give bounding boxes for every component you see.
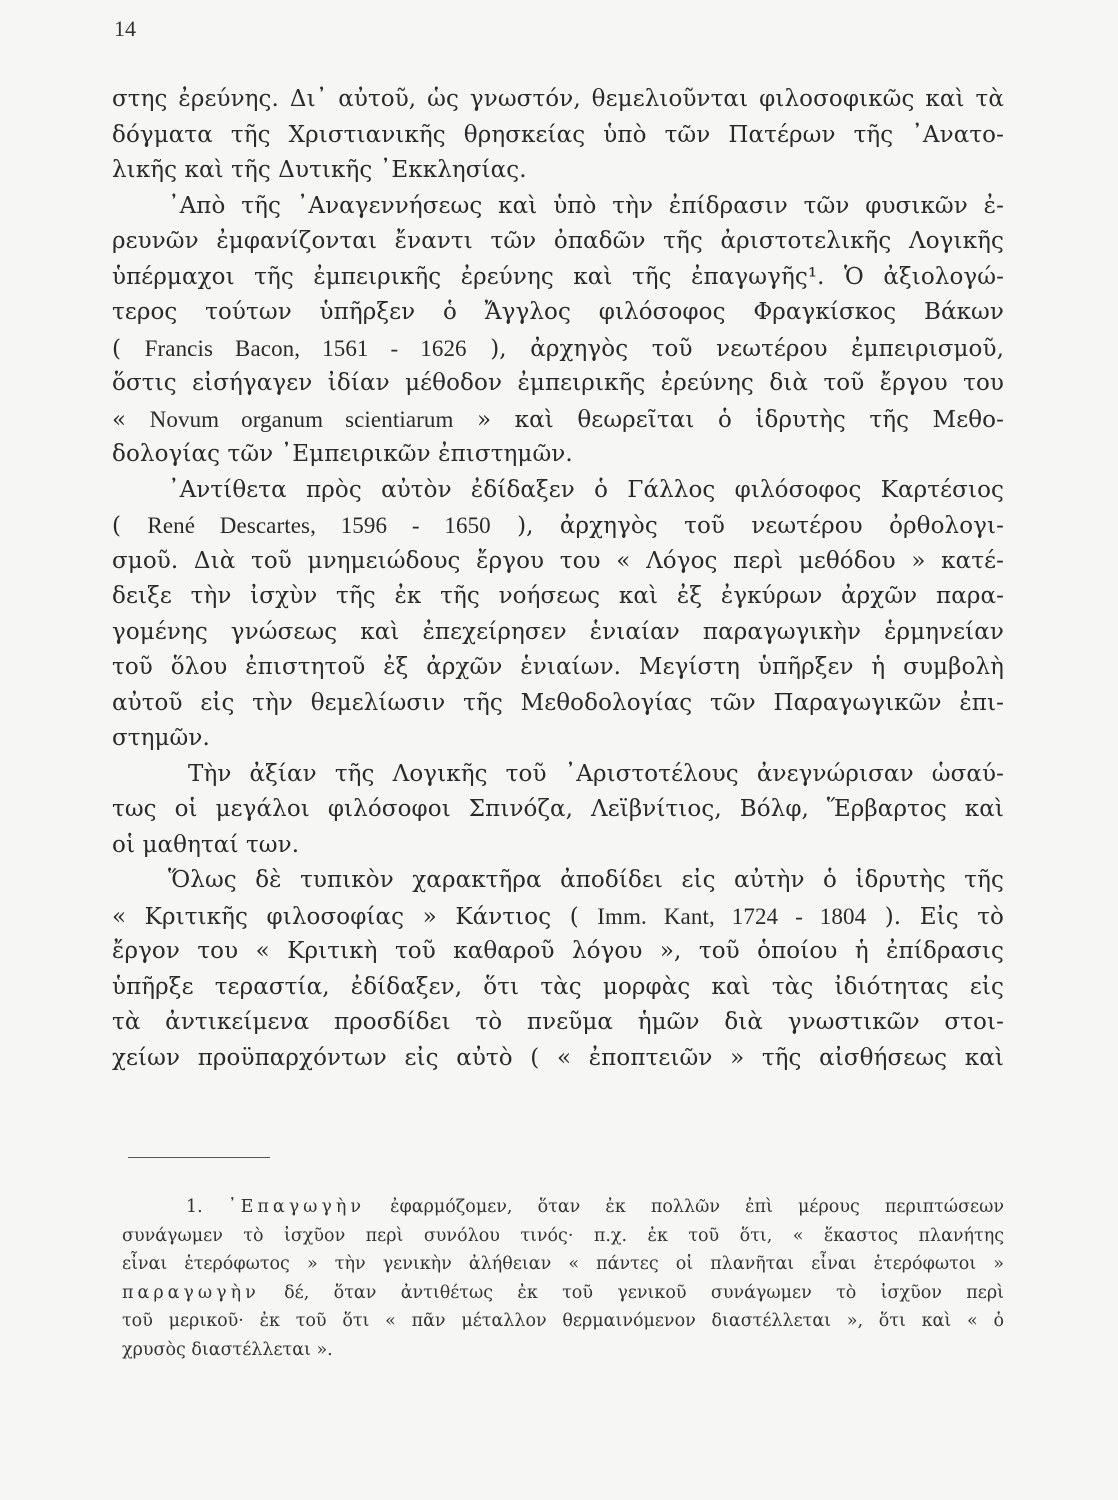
footnotes bbox=[122, 1193, 1004, 1365]
text-fragment: ), ἀρχηγὸς τοῦ νεωτέρου ἐμπειρισμοῦ, bbox=[466, 335, 1004, 362]
text-line: δόγματα τῆς Χριστιανικῆς θρησκείας ὑπὸ τῶν Πατέρων τῆς ᾿Ανατο- bbox=[112, 121, 1004, 148]
text-fragment: ( bbox=[112, 335, 145, 362]
text-line: τὰ ἀντικείμενα προσδίδει τὸ πνεῦμα ἡμῶν διὰ γνωστικῶν στοι- bbox=[112, 1009, 1004, 1035]
text-line: ᾿Αντίθετα πρὸς αὐτὸν ἐδίδαξεν ὁ Γάλλος φιλόσοφος Καρτέσιος bbox=[168, 476, 1004, 503]
text-fragment: ( bbox=[112, 513, 148, 539]
footnote-line: τοῦ μερικοῦ· ἐκ τοῦ ὅτι « πᾶν μέταλλον θερμαινόμενον διαστέλλεται », ὅτι καὶ « ὁ bbox=[122, 1311, 1004, 1332]
text-line: οἱ μαθηταί των. bbox=[112, 831, 300, 858]
footnote-term: παραγωγὴν bbox=[122, 1282, 260, 1303]
text-line: τως οἱ μεγάλοι φιλόσοφοι Σπινόζα, Λεϊβνίτιος, Βόλφ, Ἕρβαρτος καὶ bbox=[112, 796, 1004, 822]
text-line: δολογίας τῶν ᾿Εμπειρικῶν ἐπιστημῶν. bbox=[112, 441, 573, 467]
text-line bbox=[112, 508, 1004, 544]
footnote-line bbox=[122, 1193, 1004, 1222]
footnote-line: εἶναι ἑτερόφωτος » τὴν γενικὴν ἀλήθειαν « πάντες οἱ πλανῆται εἶναι ἑτερόφωτοι » bbox=[122, 1254, 1004, 1275]
latin-title: Novum organum scientiarum bbox=[149, 406, 454, 432]
text-line: σμοῦ. Διὰ τοῦ μνημειώδους ἔργου του « Λόγος περὶ μεθόδου » κατέ- bbox=[112, 547, 1004, 574]
text-line: Τὴν ἀξίαν τῆς Λογικῆς τοῦ ᾿Αριστοτέλους ἀνεγνώρισαν ὡσαύ- bbox=[188, 760, 1004, 787]
text-line: τερος τούτων ὑπῆρξεν ὁ Ἄγγλος φιλόσοφος Φραγκίσκος Βάκων bbox=[112, 299, 1004, 325]
page-number: 14 bbox=[114, 16, 136, 41]
text-line: ὑπῆρξε τεραστία, ἐδίδαξεν, ὅτι τὰς μορφὰς καὶ τὰς ἰδιότητας εἰς bbox=[112, 973, 1004, 1000]
body-text bbox=[112, 82, 1004, 1076]
text-line bbox=[112, 899, 1004, 935]
text-line: ὑπέρμαχοι τῆς ἐμπειρικῆς ἐρεύνης καὶ τῆς ἐπαγωγῆς¹. Ὁ ἀξιολογώ- bbox=[112, 263, 1004, 290]
text-line: λικῆς καὶ τῆς Δυτικῆς ᾿Εκκλησίας. bbox=[112, 157, 527, 183]
text-fragment: « Κριτικῆς φιλοσοφίας » Κάντιος ( bbox=[112, 903, 598, 930]
text-fragment: ἐφαρμόζομεν, ὅταν ἐκ πολλῶν ἐπὶ μέρους περιπτώσεων bbox=[365, 1197, 1004, 1217]
text-line: στημῶν. bbox=[112, 725, 210, 751]
text-line: χείων προϋπαρχόντων εἰς αὐτὸ ( « ἐποπτειῶν » τῆς αἰσθήσεως καὶ bbox=[112, 1044, 1004, 1071]
text-line: ὅστις εἰσήγαγεν ἰδίαν μέθοδον ἐμπειρικῆς ἐρεύνης διὰ τοῦ ἔργου του bbox=[112, 370, 1004, 396]
text-fragment: δέ, ὅταν ἀντιθέτως ἐκ τοῦ γενικοῦ συνάγωμεν τὸ ἰσχῦον περὶ bbox=[259, 1282, 1004, 1303]
text-line: Ὅλως δὲ τυπικὸν χαρακτῆρα ἀποδίδει εἰς αὐτὴν ὁ ἱδρυτὴς τῆς bbox=[168, 867, 1004, 893]
text-line: ᾿Απὸ τῆς ᾿Αναγεννήσεως καὶ ὑπὸ τὴν ἐπίδρασιν τῶν φυσικῶν ἐ- bbox=[168, 192, 1004, 219]
footnote-term: ᾿Επαγωγὴν bbox=[227, 1197, 365, 1217]
footnote-line bbox=[122, 1279, 1004, 1308]
text-line: τοῦ ὅλου ἐπιστητοῦ ἐξ ἀρχῶν ἑνιαίων. Μεγίστη ὑπῆρξεν ἡ συμβολὴ bbox=[112, 654, 1004, 680]
text-fragment: « bbox=[112, 406, 150, 433]
text-line: ρευνῶν ἐμφανίζονται ἔναντι τῶν ὀπαδῶν τῆς ἀριστοτελικῆς Λογικῆς bbox=[112, 228, 1004, 254]
text-line: γομένης γνώσεως καὶ ἐπεχείρησεν ἑνιαίαν παραγωγικὴν ἑρμηνείαν bbox=[112, 618, 1004, 645]
text-fragment: ), ἀρχηγὸς τοῦ νεωτέρου ὀρθολογι- bbox=[490, 513, 1005, 539]
footnote-number: 1. bbox=[186, 1197, 228, 1217]
text-fragment: » καὶ θεωρεῖται ὁ ἱδρυτὴς τῆς Μεθο- bbox=[453, 406, 1004, 433]
latin-name: Francis Bacon, 1561 - 1626 bbox=[144, 335, 467, 361]
footnote-line: συνάγωμεν τὸ ἰσχῦον περὶ συνόλου τινός· π.χ. ἐκ τοῦ ὅτι, « ἕκαστος πλανήτης bbox=[122, 1225, 1004, 1246]
latin-name: Imm. Kant, 1724 - 1804 bbox=[597, 903, 867, 929]
text-line bbox=[112, 331, 1004, 367]
text-line: δειξε τὴν ἰσχὺν τῆς ἐκ τῆς νοήσεως καὶ ἐξ ἐγκύρων ἀρχῶν παρα- bbox=[112, 583, 1004, 609]
text-line: ἔργον του « Κριτικὴ τοῦ καθαροῦ λόγου », τοῦ ὁποίου ἡ ἐπίδρασις bbox=[112, 938, 1004, 964]
text-fragment: ). Εἰς τὸ bbox=[866, 903, 1004, 930]
footnote-line: χρυσὸς διαστέλλεται ». bbox=[122, 1339, 333, 1360]
footnote-divider bbox=[128, 1157, 270, 1158]
text-line: αὐτοῦ εἰς τὴν θεμελίωσιν τῆς Μεθοδολογίας τῶν Παραγωγικῶν ἐπι- bbox=[112, 689, 1004, 716]
latin-name: René Descartes, 1596 - 1650 bbox=[147, 513, 491, 538]
text-line bbox=[112, 402, 1004, 438]
text-line: στης ἐρεύνης. Δι᾿ αὐτοῦ, ὡς γνωστόν, θεμελιοῦνται φιλοσοφικῶς καὶ τὰ bbox=[112, 86, 1004, 112]
